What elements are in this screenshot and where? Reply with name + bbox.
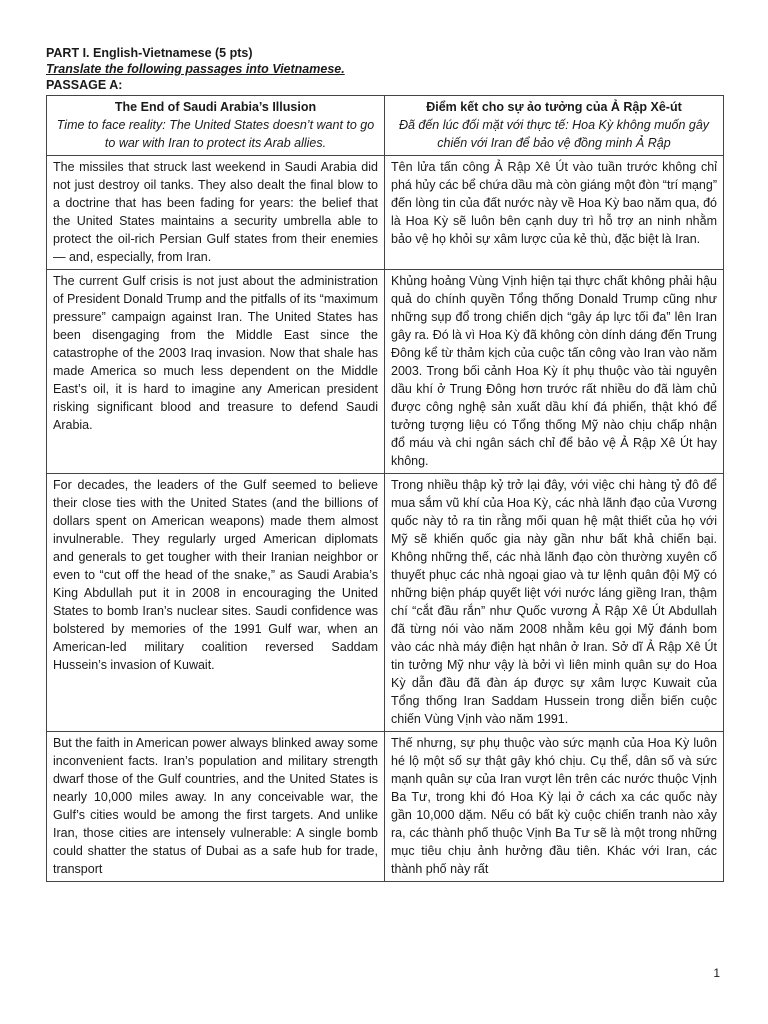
english-paragraph: The missiles that struck last weekend in Saudi Arabia did not just destroy oil tanks. They also dealt the final blow to a doctrine that has been fading for years: the belief that the United States maintains a security umbrella able to protect the oil-rich Persian Gulf states from their enemies — and, especially, from Iran. — [47, 156, 385, 270]
vietnamese-paragraph: Tên lửa tấn công Ả Rập Xê Út vào tuần trước không chỉ phá hủy các bể chứa dầu mà còn giáng một đòn “trí mạng” đến lòng tin của đất nước này về Hoa Kỳ bao năm qua, đó là Hoa Kỳ sẽ luôn bên cạnh duy trì hỗ trợ an ninh nhằm bảo vệ họ khỏi sự xâm lược của kẻ thù, đặc biệt là Iran. — [385, 156, 724, 270]
table-row — [47, 270, 724, 474]
vietnamese-title-cell — [385, 96, 724, 156]
vietnamese-paragraph: Trong nhiều thập kỷ trở lại đây, với việc chi hàng tỷ đô để mua sắm vũ khí của Hoa Kỳ, các nhà lãnh đạo của Vương quốc này tỏ ra tin rằng mối quan hệ mật thiết của họ với Mỹ sẽ khiến quốc gia này gần như bất khả chiến bại. Không những thế, các nhà lãnh đạo còn thường xuyên cố thuyết phục các nhà ngoại giao và tư lệnh quân đội Mỹ có những biện pháp quyết liệt với nước láng giềng Iran, thậm chí “cắt đầu rắn” như Quốc vương Ả Rập Xê Út Abdullah đã từng nói vào năm 2008 nhằm kêu gọi Mỹ đánh bom vào các nhà máy điện hạt nhân ở Iran. Sở dĩ Ả Rập Xê Út tin tưởng Mỹ như vậy là bởi vì liên minh quân sự do Hoa Kỳ dẫn đầu đã đàn áp được sự xâm lược Kuwait của Tổng thống Iran Saddam Hussein trong diễn biến cuộc chiến Vùng Vịnh vào năm 1991. — [385, 474, 724, 732]
english-subtitle: Time to face reality: The United States doesn’t want to go to war with Iran to protect its Arab allies. — [56, 118, 375, 150]
title-row — [47, 96, 724, 156]
vietnamese-subtitle: Đã đến lúc đối mặt với thực tế: Hoa Kỳ không muốn gây chiến với Iran để bảo vệ đồng minh Ả Rập — [398, 118, 710, 150]
part-heading: PART I. English-Vietnamese (5 pts) — [46, 46, 253, 60]
translation-table — [46, 95, 724, 882]
english-paragraph: But the faith in American power always blinked away some inconvenient facts. Iran’s population and military strength dwarf those of the Gulf countries, and the United States is nearly 10,000 miles away. In any conceivable war, the Gulf’s cities would be among the first targets. And unlike Iran, those cities are intensely vulnerable: A single bomb could shatter the status of Dubai as a safe hub for trade, transport — [47, 732, 385, 882]
english-title-cell — [47, 96, 385, 156]
english-paragraph: The current Gulf crisis is not just about the administration of President Donald Trump and the pitfalls of its “maximum pressure” campaign against Iran. The United States has been disengaging from the Middle East since the catastrophe of the 2003 Iraq invasion. Now that shale has made America so much less dependent on the Middle East’s oil, it is hard to imagine any American president risking significant blood and treasure to defend Saudi Arabia. — [47, 270, 385, 474]
vietnamese-paragraph: Thế nhưng, sự phụ thuộc vào sức mạnh của Hoa Kỳ luôn hé lộ một số sự thật gây khó chịu. Cụ thể, dân số và sức mạnh quân sự của Iran vượt lên trên các nước thuộc Vịnh Ba Tư, trong khi đó Hoa Kỳ lại ở cách xa các quốc này gần 10,000 dặm. Nếu có bất kỳ cuộc chiến tranh nào xảy ra, các thành phố thuộc Vịnh Ba Tư sẽ là một trong những mục tiêu chịu ảnh hưởng đầu tiên. Khác với Iran, các thành phố này rất — [385, 732, 724, 882]
english-paragraph: For decades, the leaders of the Gulf seemed to believe their close ties with the United States (and the billions of dollars spent on American weapons) made them almost invulnerable. They regularly urged American diplomats and generals to get tougher with their Iranian neighbor or even to “cut off the head of the snake,” as Saudi Arabia’s King Abdullah put it in 2008 in encouraging the United States to bomb Iran’s nuclear sites. Saudi confidence was bolstered by memories of the 1991 Gulf war, when an American-led military coalition reversed Saddam Hussein’s invasion of Kuwait. — [47, 474, 385, 732]
table-row — [47, 156, 724, 270]
table-row — [47, 732, 724, 882]
vietnamese-title: Điểm kết cho sự ảo tưởng của Ả Rập Xê-út — [426, 100, 682, 114]
table-row — [47, 474, 724, 732]
english-title: The End of Saudi Arabia’s Illusion — [114, 100, 317, 114]
vietnamese-paragraph: Khủng hoảng Vùng Vịnh hiện tại thực chất không phải hậu quả do chính quyền Tổng thống Donald Trump cũng như những sụp đổ trong chiến dịch “gây áp lực tối đa” lên Iran gây ra. Đó là vì Hoa Kỳ đã không còn dính dáng đến Trung Đông kể từ thảm kịch của cuộc tấn công vào Iran vào năm 2003. Trong bối cảnh Hoa Kỳ ít phụ thuộc vào tài nguyên dầu khí ở Trung Đông hơn trước rất nhiều do đã làm chủ được công nghệ sản xuất dầu khí đá phiến, thật khó để tưởng tượng liệu có Tổng thống Mỹ nào chịu chấp nhận đổ máu và chi ngân sách chỉ để bảo vệ Ả Rập Xê Út hay không. — [385, 270, 724, 474]
passage-label: PASSAGE A: — [46, 78, 123, 92]
page-number: 1 — [713, 966, 720, 980]
instruction-heading: Translate the following passages into Vietnamese. — [46, 62, 345, 76]
